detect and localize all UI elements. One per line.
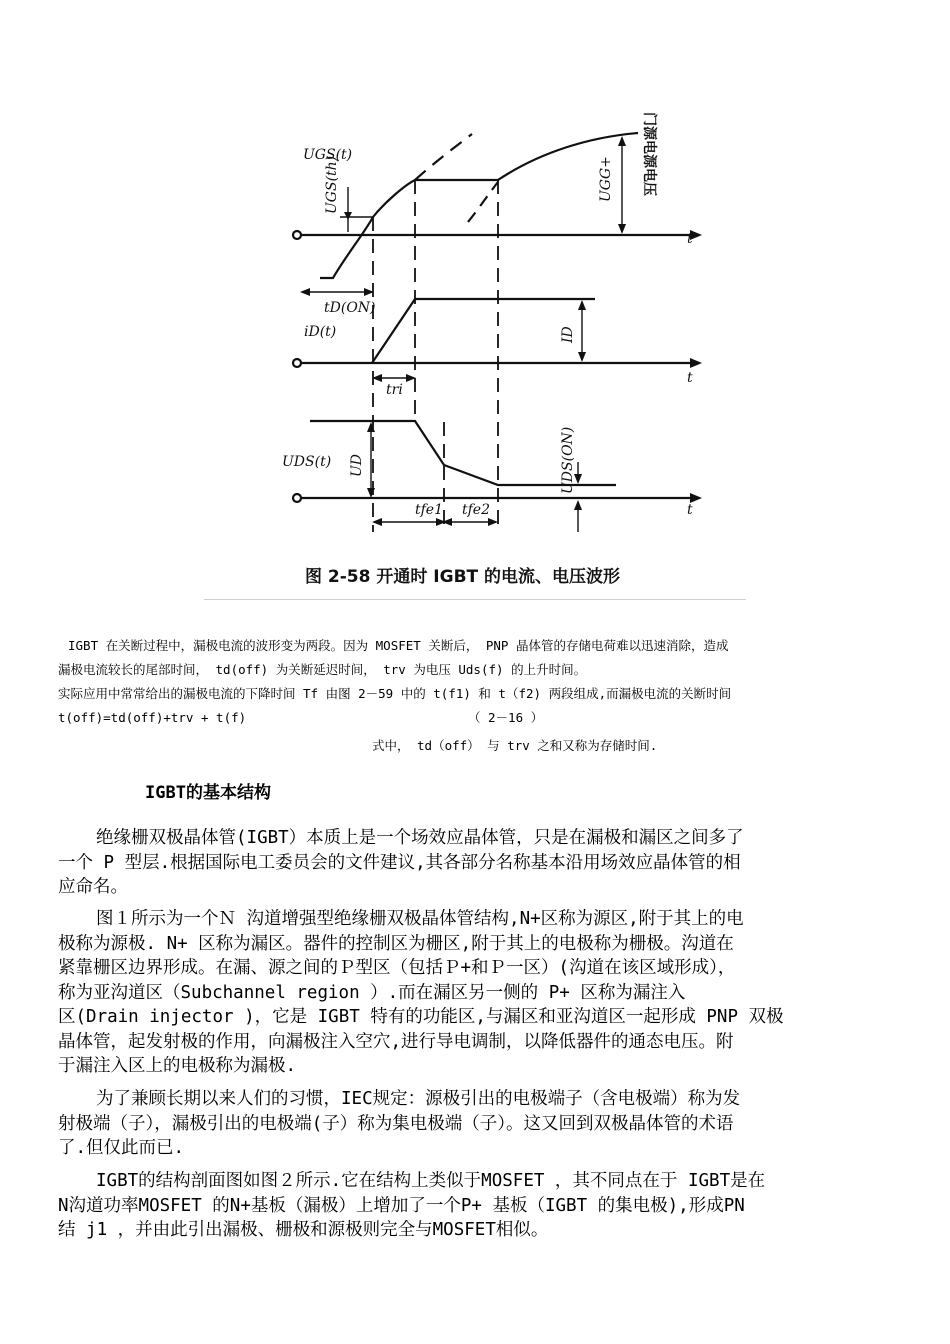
label-ud: UD — [349, 453, 365, 477]
label-ugg: UGG+ — [598, 156, 614, 202]
label-id: ID — [560, 326, 576, 343]
note-line-4 — [58, 706, 894, 730]
ugs-dashed-extension — [415, 134, 472, 180]
paragraph-4: IGBT的结构剖面图如图２所示.它在结构上类似于MOSFET ，其不同点在于 IGBT是在 N沟道功率MOSFET 的N+基板（漏极）上增加了一个P+ 基板（IGBT 的集电极),形成PN 结 j1 ，并由此引出漏极、栅极和源极则完全与MOSFET相似。 — [58, 1171, 766, 1240]
paragraph-2: 图１所示为一个Ｎ 沟道增强型绝缘栅双极晶体管结构,N+区称为源区,附于其上的电 极称为源极. N+ 区称为漏区。器件的控制区为栅区,附于其上的电极称为栅极。沟道在 紧靠栅区边界形成。在漏、源之间的Ｐ型区（包括Ｐ+和Ｐ一区）(沟道在该区域形成）， 称为亚沟道区（Subchannel region ）.而在漏区另一侧的 P+ 区称为漏注入 区(Drain injector )，它是 IGBT 特有的功能区,与漏区和亚沟道区一起形成 PNP 双极 晶体管，起发射极的作用，向漏极注入空穴,进行导电调制，以降低器件的通态电压。附 于漏注入区上的电极称为漏极. — [58, 909, 784, 1076]
label-tdon: tD(ON) — [324, 300, 376, 316]
formula: t(off)=td(off)+trv + t(f) — [58, 710, 247, 725]
igbt-waveform-figure — [200, 62, 750, 600]
label-uds: UDS(t) — [282, 454, 332, 470]
label-ugs: UGS(t) — [303, 147, 353, 163]
note-line-3: 实际应用中常常给出的漏极电流的下降时间 Tf 由图 2－59 中的 t(f1) 和 t（f2) 两段组成,而漏极电流的关断时间 — [58, 686, 732, 701]
paragraph-3: 为了兼顾长期以来人们的习惯，IEC规定：源极引出的电极端子（含电极端）称为发 射极端（子），漏极引出的电极端(子）称为集电极端（子）。这又回到双极晶体管的术语 了.但仅此而已. — [58, 1089, 741, 1158]
note-line-5: 式中， td（off） 与 trv 之和又称为存储时间. — [372, 738, 658, 753]
label-id-t: iD(t) — [304, 324, 337, 340]
note-line-2: 漏极电流较长的尾部时间， td(off) 为关断延迟时间， trv 为电压 Uds(f) 的上升时间。 — [58, 662, 587, 677]
figure-divider — [204, 599, 746, 600]
ugs-axis-origin — [293, 231, 301, 239]
section-heading: IGBT的基本结构 — [145, 783, 271, 803]
paragraph-1: 绝缘栅双极晶体管(IGBT）本质上是一个场效应晶体管，只是在漏极和漏区之间多了 一个 P 型层.根据国际电工委员会的文件建议,其各部分名称基本沿用场效应晶体管的相 应命名。 — [58, 828, 744, 897]
note-line-1: IGBT 在关断过程中，漏极电流的波形变为两段。因为 MOSFET 关断后， PNP 晶体管的存储电荷难以迅速消除，造成 — [68, 638, 729, 653]
label-ugsth: UGS(th) — [324, 155, 340, 214]
label-t-3: t — [687, 502, 693, 518]
label-t-1: t — [687, 231, 693, 247]
label-t-2: t — [687, 370, 693, 386]
equation-number: （ 2－16 ） — [468, 710, 544, 725]
ugs-rise-to-ugg — [498, 133, 638, 180]
label-tfe1: tfe1 — [415, 502, 443, 518]
label-supply-voltage: 门源电源电压 — [641, 112, 657, 196]
figure-caption: 图 2-58 开通时 IGBT 的电流、电压波形 — [305, 567, 621, 587]
label-tri: tri — [386, 382, 403, 398]
label-tfe2: tfe2 — [462, 502, 490, 518]
label-udson: UDS(ON) — [560, 426, 576, 494]
ugs-waveform — [320, 180, 498, 278]
